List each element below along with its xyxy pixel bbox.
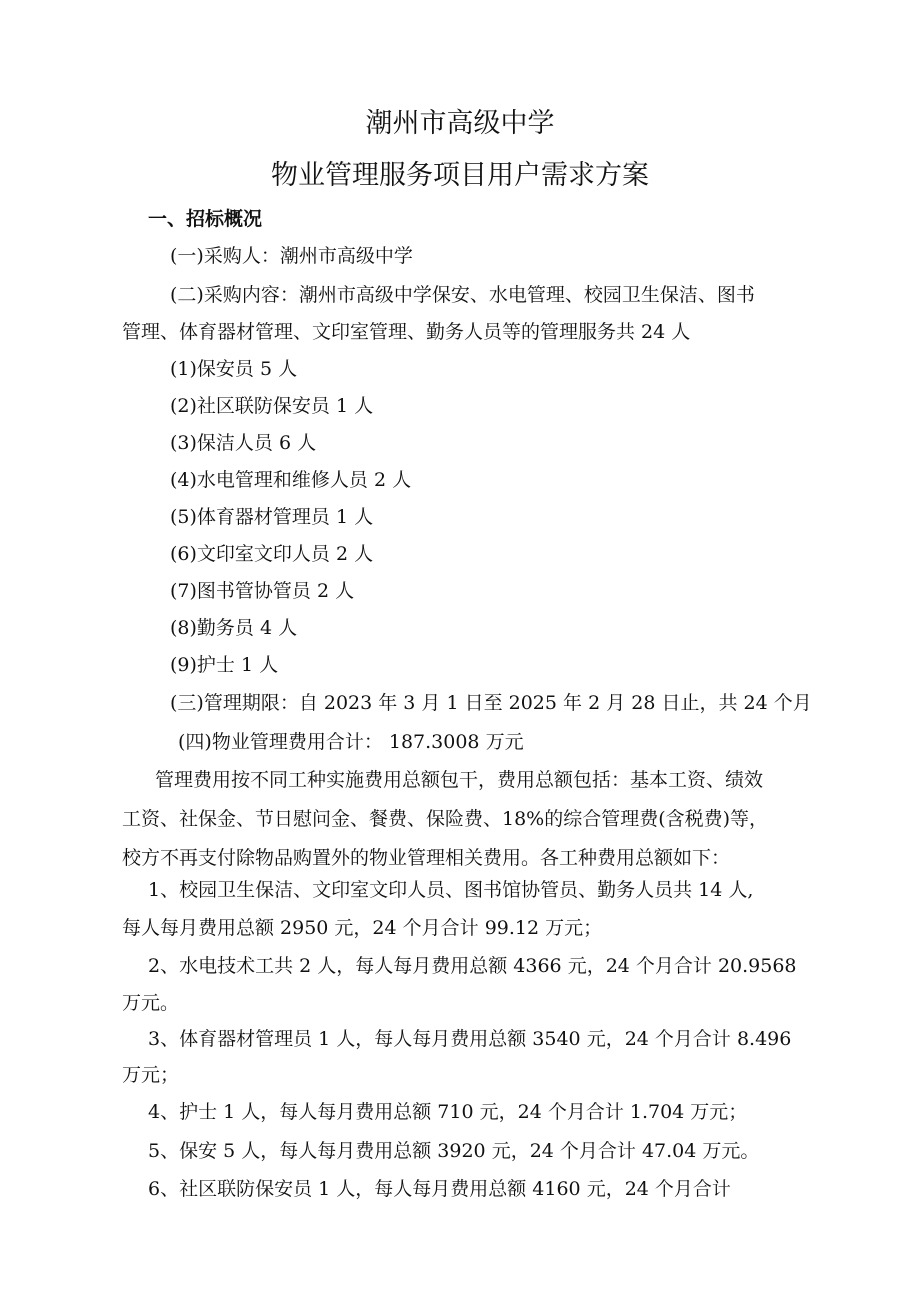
fee-para-line: 管理费用按不同工种实施费用总额包干，费用总额包括：基本工资、绩效: [155, 769, 764, 791]
fee-para-line: 工资、社保金、节日慰问金、餐费、保险费、18%的综合管理费(含税费)等，: [122, 808, 769, 830]
doc-title-line1: 潮州市高级中学: [365, 108, 555, 139]
staff-item: (7)图书管协管员 2 人: [170, 580, 355, 602]
fee-item-line: 万元。: [122, 992, 180, 1014]
fee-item-line: 3、体育器材管理员 1 人，每人每月费用总额 3540 元，24 个月合计 8.496: [148, 1028, 792, 1050]
fee-item-line: 6、社区联防保安员 1 人，每人每月费用总额 4160 元，24 个月合计: [148, 1178, 731, 1200]
staff-item: (9)护士 1 人: [170, 654, 279, 676]
staff-item: (3)保洁人员 6 人: [170, 432, 317, 454]
staff-item: (2)社区联防保安员 1 人: [170, 395, 374, 417]
fee-item-line: 1、校园卫生保洁、文印室文印人员、图书馆协管员、勤务人员共 14 人,: [148, 879, 754, 901]
period-line: (三)管理期限：自 2023 年 3 月 1 日至 2025 年 2 月 28 日止，共 24 个月: [170, 692, 812, 714]
fee-item-line: 2、水电技术工共 2 人，每人每月费用总额 4366 元，24 个月合计 20.9568: [148, 955, 797, 977]
fee-item-line: 5、保安 5 人，每人每月费用总额 3920 元，24 个月合计 47.04 万元。: [148, 1140, 760, 1162]
staff-item: (6)文印室文印人员 2 人: [170, 543, 374, 565]
doc-title-line2: 物业管理服务项目用户需求方案: [271, 160, 649, 191]
staff-item: (4)水电管理和维修人员 2 人: [170, 469, 412, 491]
fee-item-line: 万元；: [122, 1064, 180, 1086]
total-line: (四)物业管理费用合计： 187.3008 万元: [178, 731, 524, 753]
section-heading: 一、招标概况: [148, 208, 263, 230]
staff-item: (1)保安员 5 人: [170, 358, 298, 380]
staff-item: (5)体育器材管理员 1 人: [170, 506, 374, 528]
fee-item-line: 每人每月费用总额 2950 元，24 个月合计 99.12 万元；: [122, 917, 603, 939]
content-line-1: (二)采购内容：潮州市高级中学保安、水电管理、校园卫生保洁、图书: [170, 284, 755, 306]
fee-para-line: 校方不再支付除物品购置外的物业管理相关费用。各工种费用总额如下：: [122, 847, 731, 869]
staff-item: (8)勤务员 4 人: [170, 617, 298, 639]
content-line-2: 管理、体育器材管理、文印室管理、勤务人员等的管理服务共 24 人: [122, 321, 691, 343]
purchaser-line: (一)采购人：潮州市高级中学: [170, 245, 413, 267]
fee-item-line: 4、护士 1 人，每人每月费用总额 710 元，24 个月合计 1.704 万元；: [148, 1101, 748, 1123]
